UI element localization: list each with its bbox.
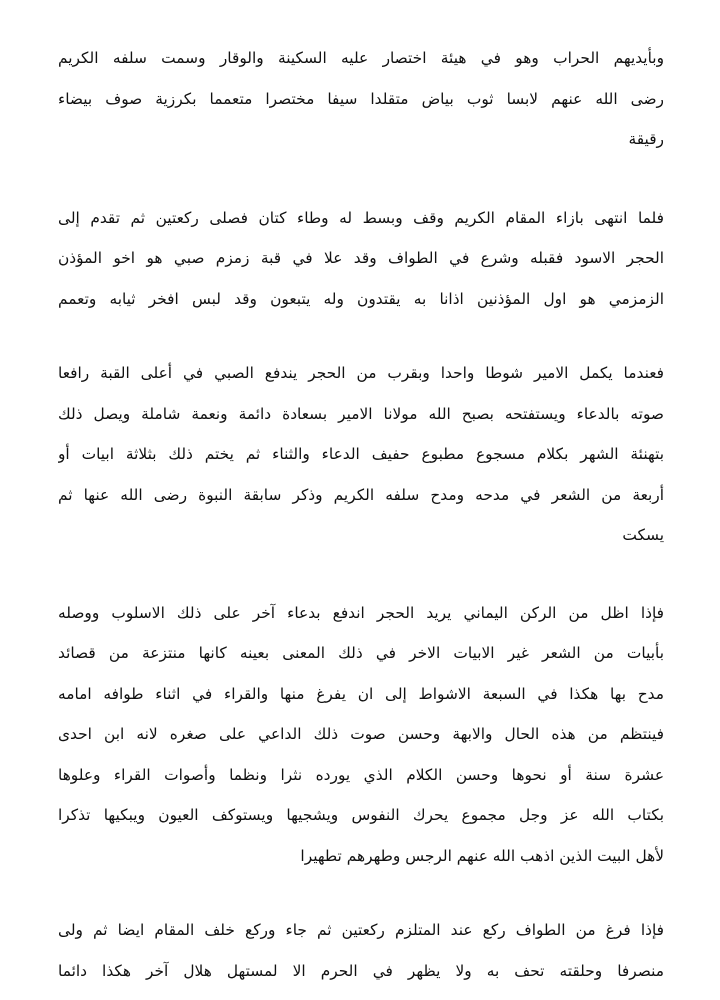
paragraph-4: [58, 593, 664, 877]
text-line: بأبيات من الشعر غير الابيات الاخر في ذلك المعنى بعينه كانها منتزعة من قصائد: [58, 644, 664, 662]
text-line: فإذا اظل من الركن اليماني يريد الحجر اندفع بدعاء آخر على ذلك الاسلوب ووصله: [58, 603, 664, 622]
text-line: بتهنئة الشهر بكلام مسجوع مطبوع حفيف الدعاء والثناء ثم يختم ذلك بثلاثة ابيات أو: [58, 445, 664, 463]
text-line: مدح بها هكذا في السبعة الاشواط إلى ان يفرغ منها والقراء في اثناء طوافه امامه: [58, 684, 664, 703]
text-line: منصرفا وحلقته تحف به ولا يظهر في الحرم الا لمستهل هلال آخر هكذا دائما: [58, 961, 664, 980]
text-line: رقيقة: [628, 130, 664, 148]
paragraph-2: [58, 198, 664, 320]
text-line: عشرة سنة أو نحوها وحسن الكلام الذي يورده نثرا ونظما وأصوات القراء وعلوها: [58, 765, 664, 784]
paragraph-5: [58, 910, 664, 991]
text-line: فعندما يكمل الامير شوطا واحدا وبقرب من الحجر يندفع الصبي في أعلى القبة رافعا: [58, 364, 664, 382]
paragraph-3: [58, 353, 664, 556]
paragraph-1: [58, 38, 664, 160]
text-line: بكتاب الله عز وجل مجموع يحرك النفوس ويشجيها ويستوكف العيون ويبكيها تذكرا: [58, 806, 664, 824]
text-line: فلما انتهى بازاء المقام الكريم وقف وبسط له وطاء كتان فصلى ركعتين ثم تقدم إلى: [58, 208, 664, 227]
text-line: أربعة من الشعر في مدحه ومدح سلفه الكريم وذكر سابقة النبوة رضى الله عنها ثم: [58, 485, 664, 504]
text-line: لأهل البيت الذين اذهب الله عنهم الرجس وطهرهم تطهيرا: [300, 846, 664, 865]
text-line: وبأيديهم الحراب وهو في هيئة اختصار عليه السكينة والوقار وسمت سلفه الكريم: [58, 49, 664, 67]
text-line: الحجر الاسود فقبله وشرع في الطواف وقد علا في قبة زمزم صبي هو اخو المؤذن: [58, 249, 664, 267]
text-line: فإذا فرغ من الطواف ركع عند المتلزم ركعتين ثم جاء وركع خلف المقام ايضا ثم ولى: [58, 921, 664, 939]
text-line: يسكت: [622, 526, 664, 544]
text-line: فينتظم من هذه الحال والابهة وحسن صوت ذلك الداعي على صغره لانه ابن احدى: [58, 725, 664, 743]
text-line: رضى الله عنهم لابسا ثوب بياض متقلدا سيفا مختصرا متعمما بكرزية صوف بيضاء: [58, 89, 664, 108]
text-line: صوته بالدعاء ويستفتحه بصبح الله مولانا الامير بسعادة دائمة ونعمة شاملة ويصل ذلك: [58, 404, 664, 423]
document-page: [58, 38, 664, 991]
text-line: الزمزمي هو اول المؤذنين اذانا به يقتدون وله يتبعون وقد لبس افخر ثيابه وتعمم: [58, 289, 664, 308]
